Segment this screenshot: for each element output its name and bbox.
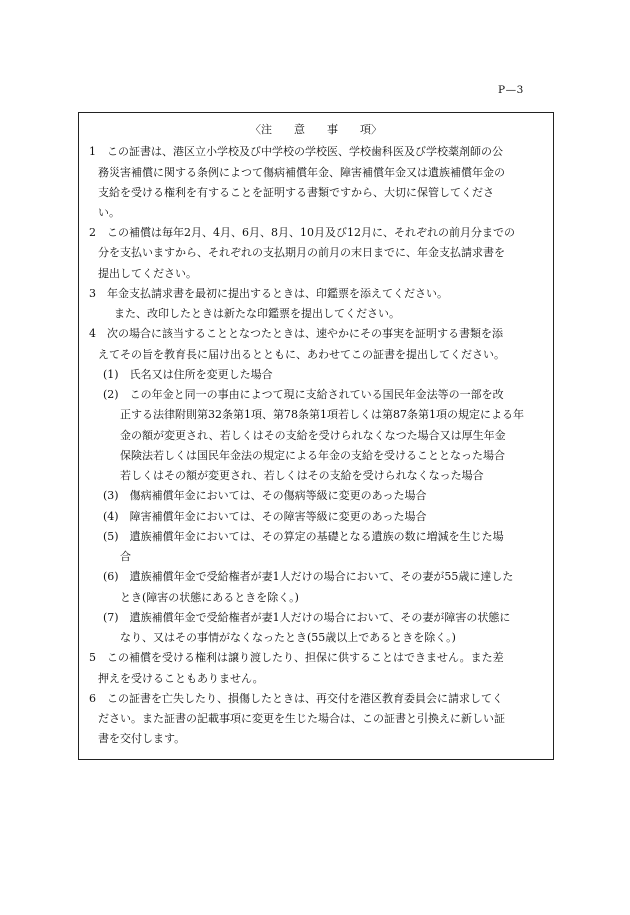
notes-title: 〈注 意 事 項〉	[250, 123, 382, 136]
notes-line: なり、又はその事情がなくなったとき(55歳以上であるときを除く。)	[120, 631, 456, 644]
notes-line: 分を支払いますから、それぞれの支払期月の前月の末日までに、年金支払請求書を	[98, 246, 505, 259]
notes-line: (7) 遺族補償年金で受給権者が妻1人だけの場合において、その妻が障害の状態に	[103, 611, 511, 624]
notes-line: 6 この証書を亡失したり、損傷したときは、再交付を港区教育委員会に請求してく	[89, 692, 503, 705]
notes-line: (4) 障害補償年金においては、その障害等級に変更のあった場合	[103, 510, 427, 523]
notes-line: 1 この証書は、港区立小学校及び中学校の学校医、学校歯科医及び学校薬剤師の公	[89, 145, 503, 158]
notes-line: 若しくはその額が変更され、若しくはその支給を受けられなくなった場合	[120, 469, 484, 482]
notes-line: (1) 氏名又は住所を変更した場合	[103, 368, 273, 381]
notes-line: 支給を受ける権利を有することを証明する書類ですから、大切に保管してくださ	[98, 186, 494, 199]
notes-line: 5 この補償を受ける権利は譲り渡したり、担保に供することはできません。また差	[89, 651, 504, 664]
notes-line: 2 この補償は毎年2月、4月、6月、8月、10月及び12月に、それぞれの前月分までの	[89, 226, 515, 239]
notes-line: 書を交付します。	[98, 732, 186, 745]
notes-line: (5) 遺族補償年金においては、その算定の基礎となる遺族の数に増減を生じた場	[103, 530, 504, 543]
notes-line: (3) 傷病補償年金においては、その傷病等級に変更のあった場合	[103, 489, 427, 502]
notes-line: 合	[120, 550, 131, 563]
notes-line: とき(障害の状態にあるときを除く。)	[120, 591, 299, 604]
notes-line: (2) この年金と同一の事由によつて現に支給されている国民年金法等の一部を改	[103, 388, 504, 401]
page-number: P—3	[498, 84, 524, 96]
notes-line: 正する法律附則第32条第1項、第78条第1項若しくは第87条第1項の規定による年	[120, 408, 524, 421]
notes-line: ださい。また証書の記載事項に変更を生じた場合は、この証書と引換えに新しい証	[98, 712, 505, 725]
notes-line: 押えを受けることもありません。	[98, 672, 264, 685]
notes-line: 務災害補償に関する条例によつて傷病補償年金、障害補償年金又は遺族補償年金の	[98, 166, 505, 179]
notes-line: い。	[98, 206, 120, 219]
notes-line: 3 年金支払請求書を最初に提出するときは、印鑑票を添えてください。	[89, 287, 448, 300]
notes-line: えてその旨を教育長に届け出るとともに、あわせてこの証書を提出してください。	[98, 348, 505, 361]
notes-line: 金の額が変更され、若しくはその支給を受けられなくなつた場合又は厚生年金	[120, 429, 506, 442]
notes-line: (6) 遺族補償年金で受給権者が妻1人だけの場合において、その妻が55歳に達した	[103, 570, 514, 583]
notes-line: また、改印したときは新たな印鑑票を提出してください。	[114, 307, 400, 320]
notes-line: 提出してください。	[98, 267, 197, 280]
notes-line: 4 次の場合に該当することとなつたときは、速やかにその事実を証明する書類を添	[89, 327, 503, 340]
notes-line: 保険法若しくは国民年金法の規定による年金の支給を受けることとなった場合	[120, 449, 505, 462]
